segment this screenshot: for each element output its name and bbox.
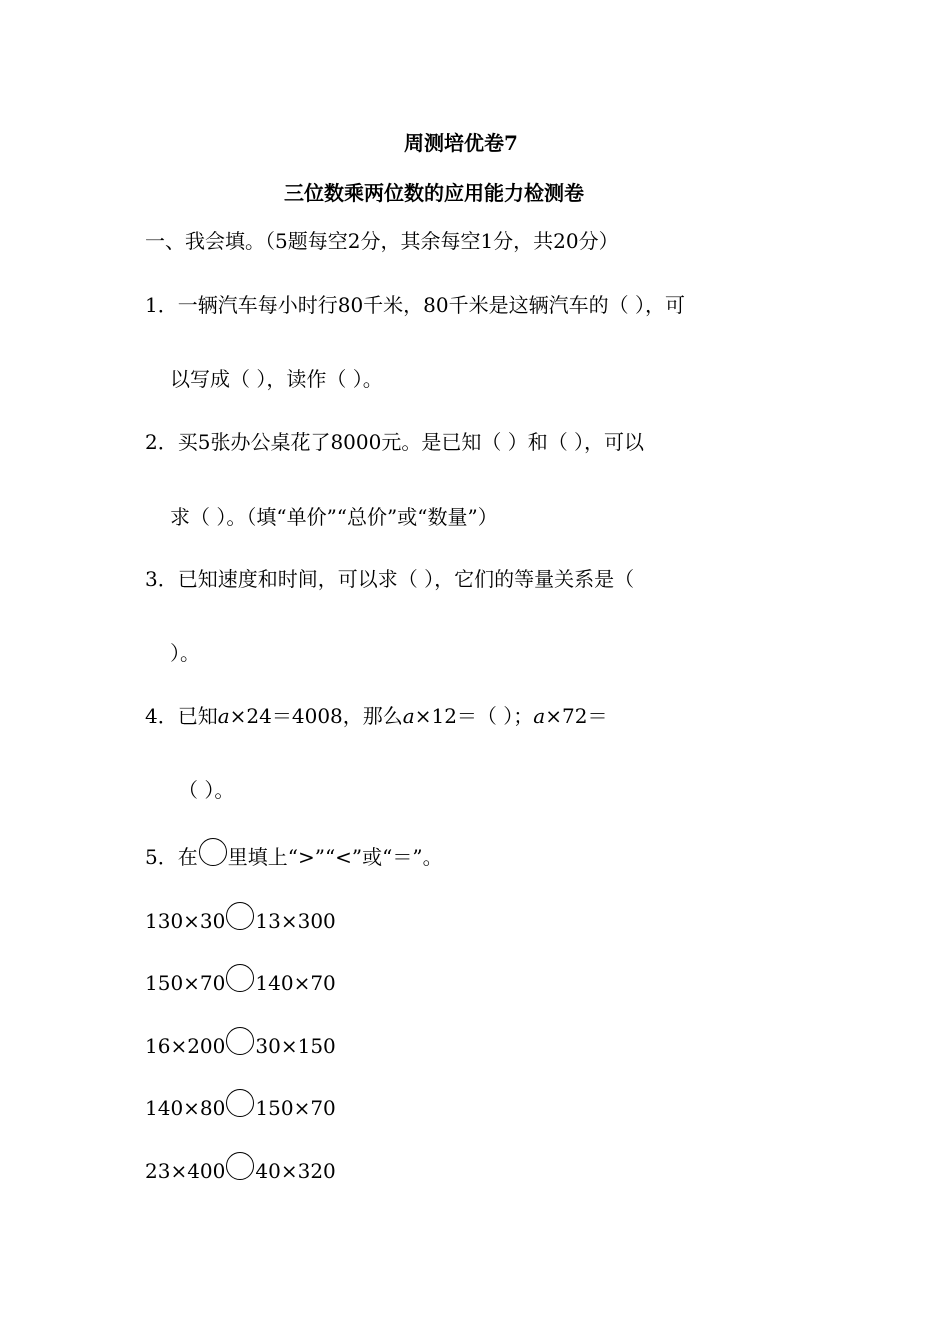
question-1-line-2: 以写成（ ），读作（ ）。 <box>170 367 383 391</box>
compare-right: 140×70 <box>255 971 336 995</box>
compare-right: 150×70 <box>255 1096 336 1120</box>
compare-left: 16×200 <box>145 1034 226 1058</box>
q4-var-a: a <box>217 704 230 728</box>
section-heading: 一、我会填。（5题每空2分，其余每空1分，共20分） <box>145 229 619 253</box>
circle-blank-icon <box>199 838 227 866</box>
question-1-line-1: 1．一辆汽车每小时行80千米，80千米是这辆汽车的（ ），可 <box>145 293 685 317</box>
q4-mid1: ×24＝4008，那么 <box>229 704 403 728</box>
compare-left: 150×70 <box>145 971 226 995</box>
question-2-line-1: 2．买5张办公桌花了8000元。是已知（ ）和（ ），可以 <box>145 430 645 454</box>
compare-circle[interactable] <box>226 1089 254 1117</box>
page-subtitle: 三位数乘两位数的应用能力检测卷 <box>284 181 584 205</box>
compare-circle[interactable] <box>226 964 254 992</box>
compare-right: 13×300 <box>255 909 336 933</box>
compare-left: 140×80 <box>145 1096 226 1120</box>
q4-var-a: a <box>402 704 415 728</box>
compare-circle[interactable] <box>226 1152 254 1180</box>
compare-item <box>145 902 336 933</box>
question-2-line-2: 求（ ）。（填“单价”“总价”或“数量”） <box>170 505 498 529</box>
q5-prefix: 5．在 <box>145 845 198 869</box>
q4-end: ×72＝ <box>545 704 608 728</box>
q4-var-a: a <box>533 704 546 728</box>
compare-item <box>145 964 336 995</box>
question-3-line-2: ）。 <box>170 641 200 665</box>
compare-right: 30×150 <box>255 1034 336 1058</box>
question-5-prompt <box>145 838 443 869</box>
compare-item <box>145 1152 336 1183</box>
q4-mid2: ×12＝（ ）； <box>414 704 534 728</box>
compare-circle[interactable] <box>226 1027 254 1055</box>
compare-left: 130×30 <box>145 909 226 933</box>
compare-item <box>145 1089 336 1120</box>
page-title: 周测培优卷7 <box>404 131 518 155</box>
compare-right: 40×320 <box>255 1159 336 1183</box>
q4-prefix: 4．已知 <box>145 704 218 728</box>
compare-circle[interactable] <box>226 902 254 930</box>
q5-suffix: 里填上“>”“<”或“＝”。 <box>227 845 443 869</box>
compare-item <box>145 1027 336 1058</box>
question-4-line-2: （ ）。 <box>178 778 235 802</box>
question-3-line-1: 3．已知速度和时间，可以求（ ），它们的等量关系是（ <box>145 567 635 591</box>
compare-left: 23×400 <box>145 1159 226 1183</box>
question-4-line-1 <box>145 704 607 728</box>
